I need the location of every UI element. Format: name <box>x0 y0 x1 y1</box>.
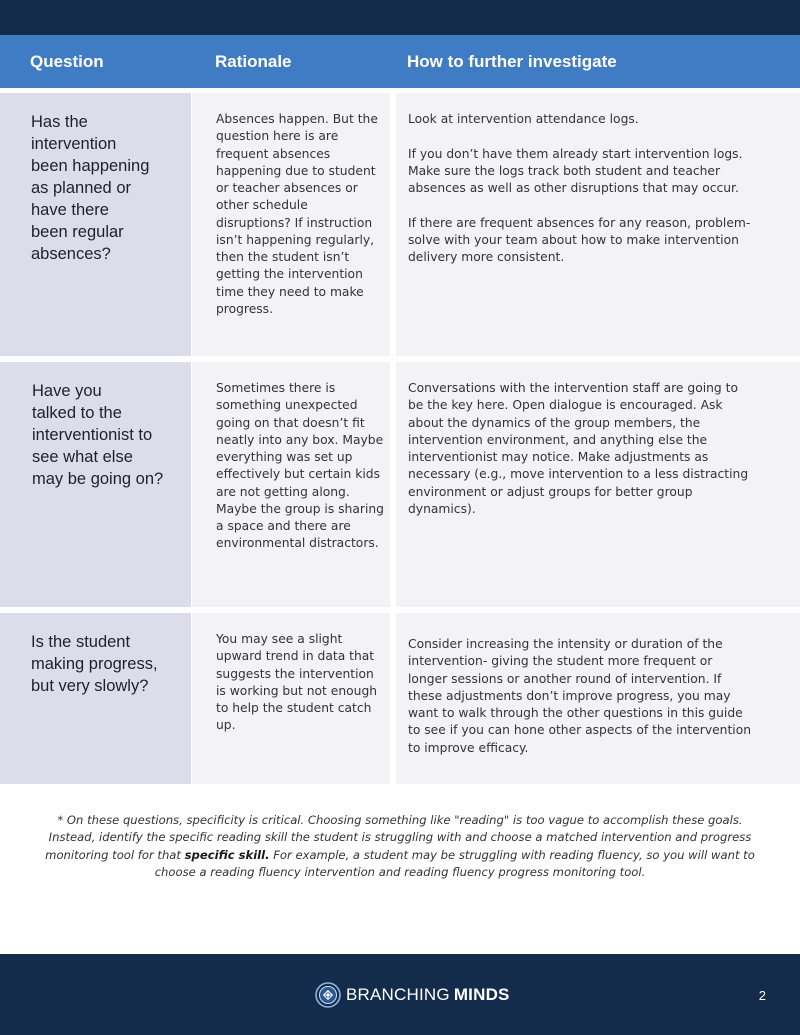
rationale-cell <box>192 362 390 607</box>
question-text: Is the student making progress, but very slowly? <box>31 633 158 695</box>
table-row <box>0 362 800 607</box>
investigate-paragraph: If there are frequent absences for any reason, problem-solve with your team about how to make intervention delivery more consistent. <box>408 215 751 264</box>
footnote-text-start: * On these questions, specificity is critical. Choosing something like "reading" is too vague to accomplish these goals. Instead, identify the specific reading skill the student is struggling with and choose a matched intervention and progress monitoring tool for that <box>45 813 752 862</box>
page-number: 2 <box>758 988 766 1003</box>
header-question: Question <box>30 52 104 71</box>
rationale-cell <box>192 613 390 784</box>
footnote-text-end: For example, a student may be struggling with reading fluency, so you will want to choose a reading fluency intervention and reading fluency progress monitoring tool. <box>154 847 755 879</box>
footer <box>0 954 800 1035</box>
footnote <box>40 812 760 881</box>
investigate-text <box>408 636 753 757</box>
investigate-paragraph: Conversations with the intervention staff are going to be the key here. Open dialogue is encouraged. Ask about the dynamics of the group members, the intervention environment, and anything else the interventionist may notice. Make adjustments as necessary (e.g., move intervention to a less distracting environment or adjust groups for better group dynamics). <box>408 381 749 516</box>
header-rationale: Rationale <box>215 52 292 71</box>
header-investigate: How to further investigate <box>407 52 617 71</box>
question-cell <box>0 93 191 356</box>
investigate-paragraph: Look at intervention attendance logs. <box>408 112 639 126</box>
rationale-text: Sometimes there is something unexpected going on that doesn’t fit neatly into any box. Maybe everything was set up effectively but certain kids are not getting along. Maybe the group is sharing a space and there are environmental distractors. <box>216 381 384 551</box>
question-text: Have you talked to the interventionist to see what else may be going on? <box>32 382 164 488</box>
rationale-text: Absences happen. But the question here is are frequent absences happening due to student or teacher absences or other schedule disruptions? If instruction isn’t happening regularly, then the student isn’t getting the intervention time they need to make progress. <box>216 112 378 316</box>
footnote-emphasis: specific skill. <box>184 847 270 862</box>
logo-word-minds: MINDS <box>453 985 510 1004</box>
investigate-cell <box>396 93 800 356</box>
investigate-cell <box>396 362 800 607</box>
table-row <box>0 613 800 784</box>
logo-wordmark <box>346 985 510 1005</box>
brain-circle-icon <box>315 982 341 1008</box>
branching-minds-logo <box>315 981 510 1009</box>
investigate-text <box>408 380 753 518</box>
table-header <box>0 35 800 88</box>
top-band <box>0 0 800 35</box>
question-text: Has the intervention been happening as planned or have there been regular absences? <box>31 113 150 263</box>
question-cell <box>0 613 191 784</box>
logo-word-branching: BRANCHING <box>346 985 450 1004</box>
question-cell <box>0 362 191 607</box>
investigate-paragraph: If you don’t have them already start intervention logs. Make sure the logs track both student and teacher absences as well as other disruptions that may occur. <box>408 146 743 195</box>
rationale-text: You may see a slight upward trend in data that suggests the intervention is working but not enough to help the student catch up. <box>216 632 378 733</box>
investigate-cell <box>396 613 800 784</box>
table-row <box>0 93 800 356</box>
investigate-text <box>408 111 753 266</box>
investigate-paragraph: Consider increasing the intensity or duration of the intervention- giving the student more frequent or longer sessions or another round of intervention. If these adjustments don’t improve progress, you may want to walk through the other questions in this guide to see if you can hone other aspects of the intervention to improve efficacy. <box>408 637 752 755</box>
rationale-cell <box>192 93 390 356</box>
